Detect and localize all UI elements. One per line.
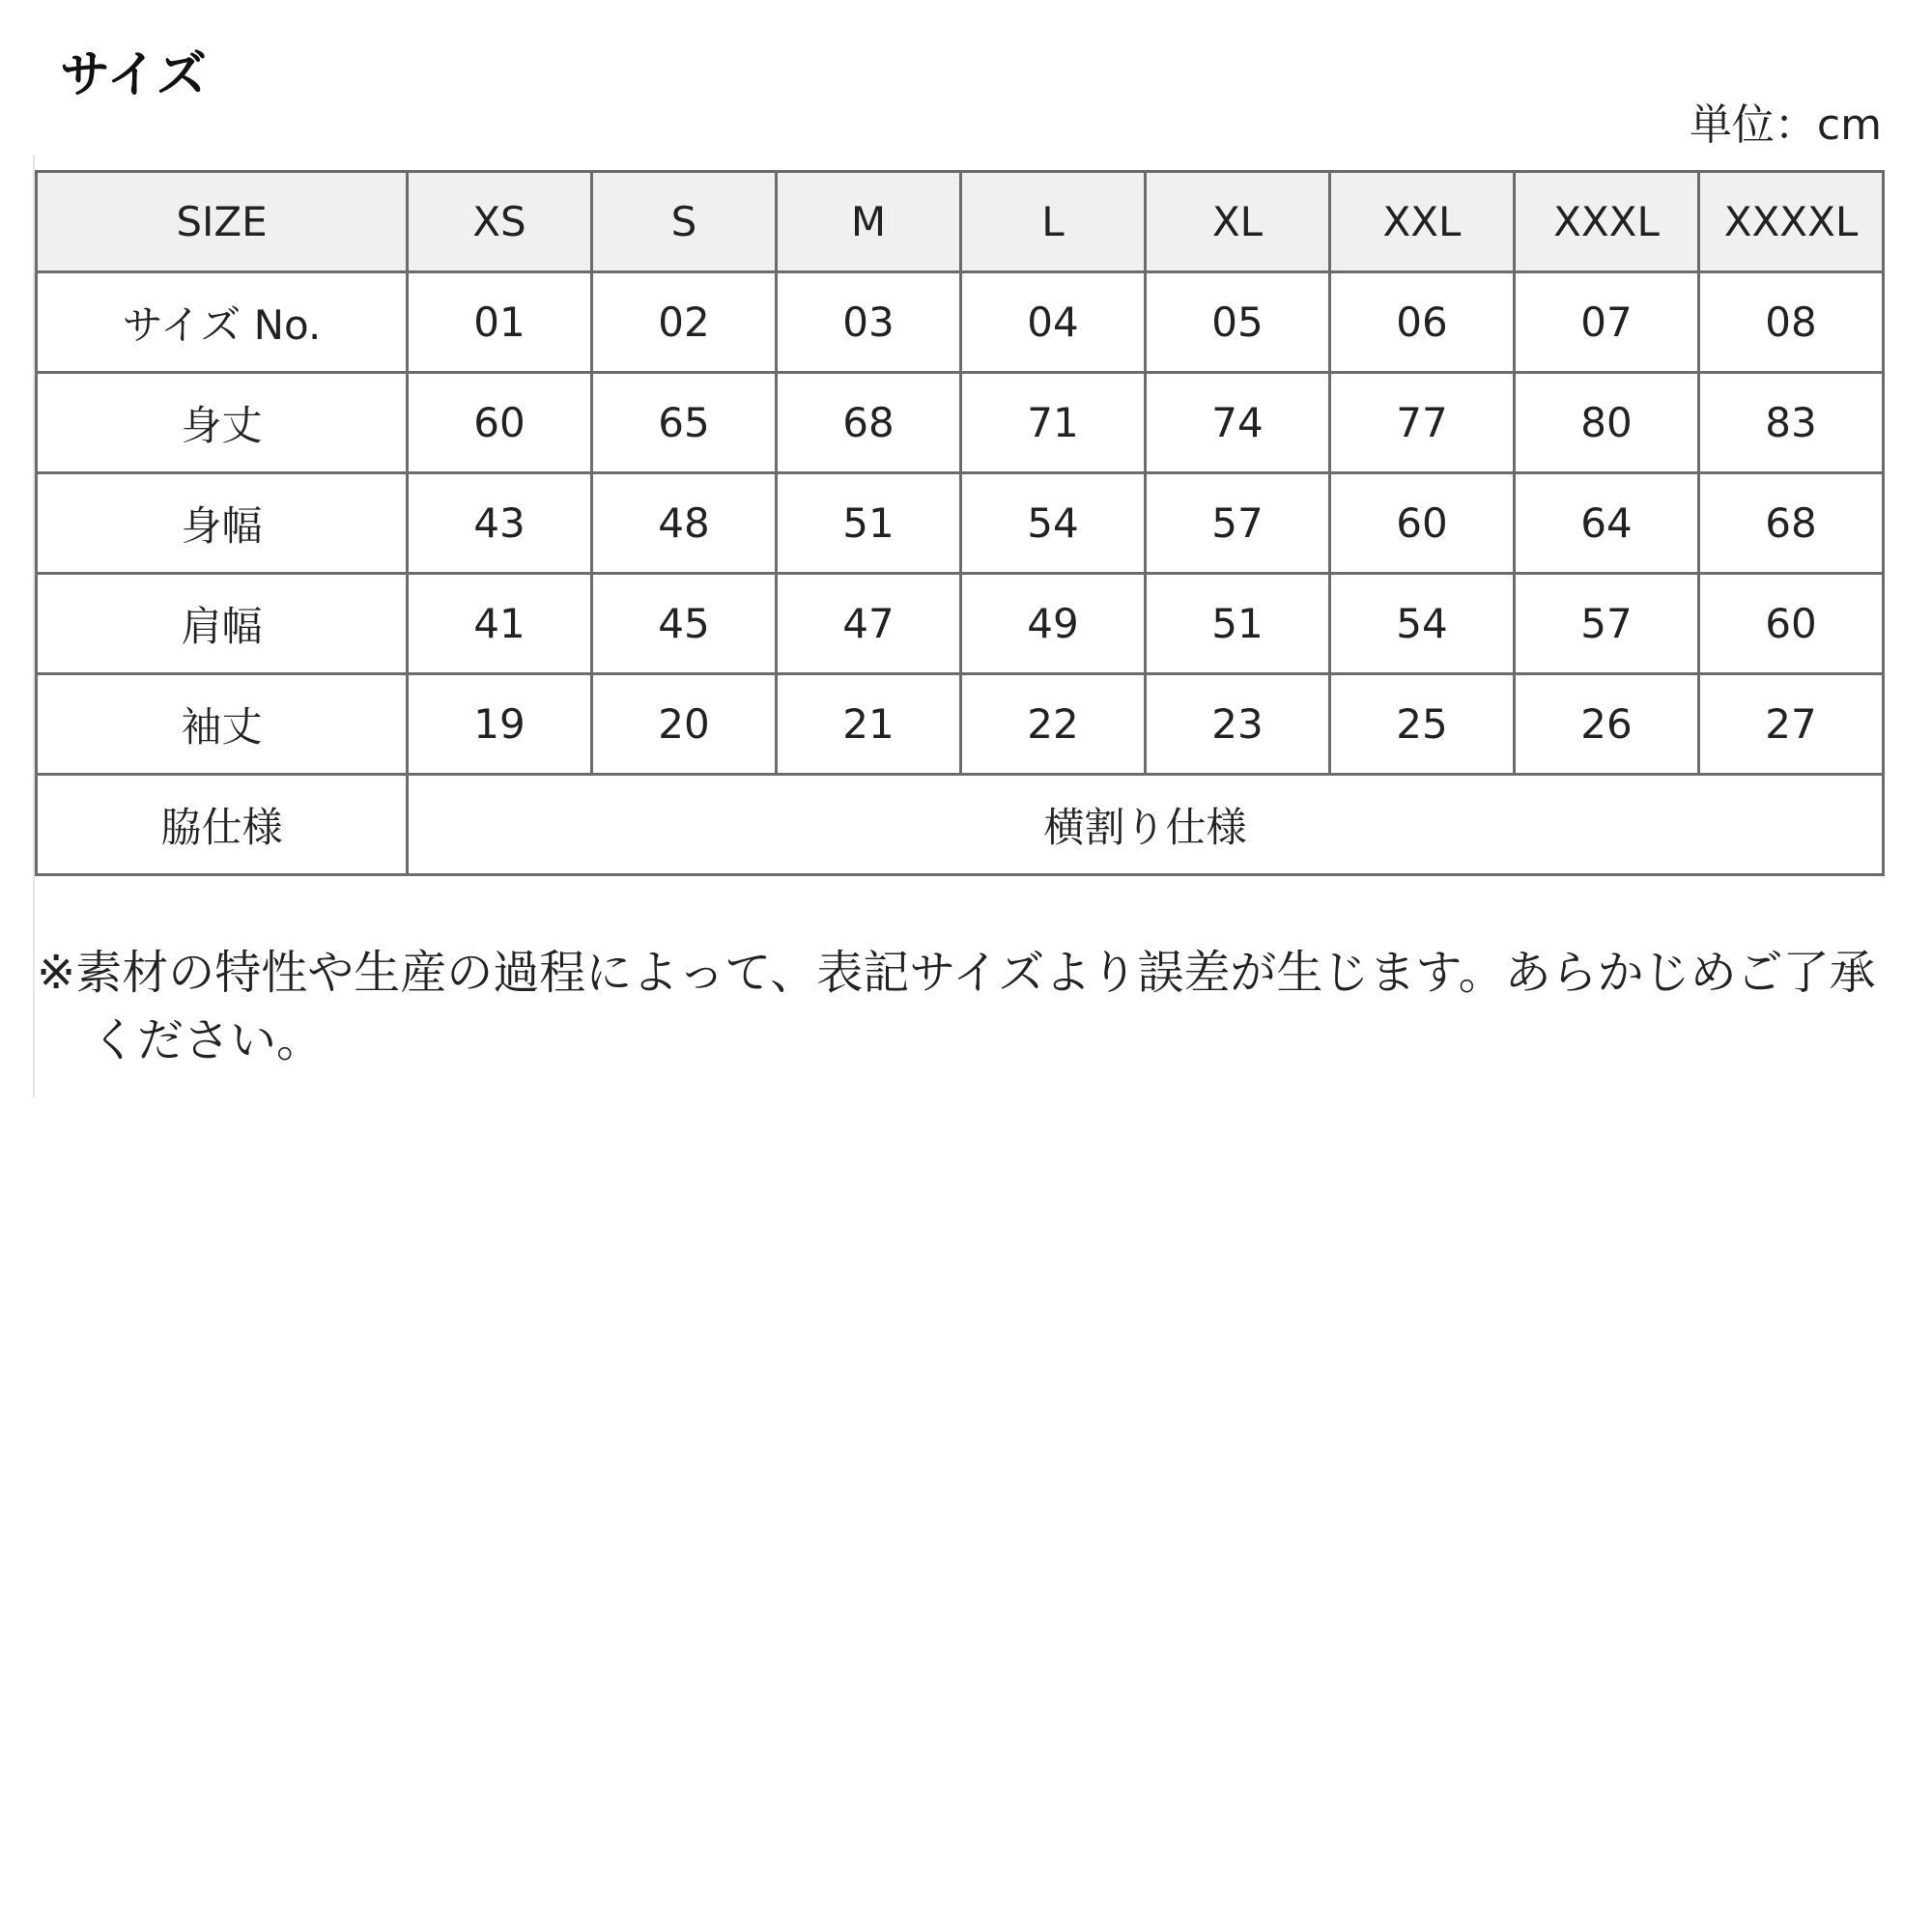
table-cell: 77 xyxy=(1330,373,1515,473)
row-label: サイズ No. xyxy=(37,272,408,373)
header-cell: XXXXL xyxy=(1699,172,1884,272)
table-row xyxy=(37,272,1884,373)
row-label: 肩幅 xyxy=(37,574,408,674)
table-cell: 41 xyxy=(408,574,592,674)
table-cell: 21 xyxy=(777,674,961,775)
table-cell: 68 xyxy=(1699,473,1884,574)
table-cell: 43 xyxy=(408,473,592,574)
table-cell: 80 xyxy=(1515,373,1699,473)
row-label: 脇仕様 xyxy=(37,775,408,875)
table-cell: 45 xyxy=(592,574,777,674)
header-cell: SIZE xyxy=(37,172,408,272)
merged-cell: 横割り仕様 xyxy=(408,775,1884,875)
header-cell: S xyxy=(592,172,777,272)
table-cell: 48 xyxy=(592,473,777,574)
page-title: サイズ xyxy=(60,46,207,104)
table-cell: 60 xyxy=(1330,473,1515,574)
header-cell: XXL xyxy=(1330,172,1515,272)
table-cell: 26 xyxy=(1515,674,1699,775)
table-row xyxy=(37,473,1884,574)
table-cell: 51 xyxy=(777,473,961,574)
table-cell: 83 xyxy=(1699,373,1884,473)
header-cell: L xyxy=(961,172,1146,272)
table-cell: 20 xyxy=(592,674,777,775)
table-row xyxy=(37,574,1884,674)
table-cell: 25 xyxy=(1330,674,1515,775)
table-cell: 01 xyxy=(408,272,592,373)
table-cell: 02 xyxy=(592,272,777,373)
table-cell: 54 xyxy=(1330,574,1515,674)
table-cell: 04 xyxy=(961,272,1146,373)
table-cell: 49 xyxy=(961,574,1146,674)
table-cell: 05 xyxy=(1146,272,1330,373)
row-label: 袖丈 xyxy=(37,674,408,775)
table-cell: 22 xyxy=(961,674,1146,775)
table-cell: 19 xyxy=(408,674,592,775)
table-cell: 07 xyxy=(1515,272,1699,373)
header-cell: XL xyxy=(1146,172,1330,272)
table-cell: 23 xyxy=(1146,674,1330,775)
table-row xyxy=(37,674,1884,775)
table-cell: 60 xyxy=(1699,574,1884,674)
row-label: 身幅 xyxy=(37,473,408,574)
row-label: 身丈 xyxy=(37,373,408,473)
table-cell: 65 xyxy=(592,373,777,473)
table-cell: 64 xyxy=(1515,473,1699,574)
table-row-side-spec xyxy=(37,775,1884,875)
header-cell: XXXL xyxy=(1515,172,1699,272)
table-row xyxy=(37,373,1884,473)
header-cell: M xyxy=(777,172,961,272)
table-cell: 47 xyxy=(777,574,961,674)
table-cell: 51 xyxy=(1146,574,1330,674)
table-cell: 03 xyxy=(777,272,961,373)
table-cell: 57 xyxy=(1515,574,1699,674)
table-cell: 54 xyxy=(961,473,1146,574)
table-cell: 57 xyxy=(1146,473,1330,574)
header-cell: XS xyxy=(408,172,592,272)
disclaimer-note: ※素材の特性や生産の過程によって、表記サイズより誤差が生じます。あらかじめご了承ください。 xyxy=(37,946,1876,1067)
table-cell: 60 xyxy=(408,373,592,473)
table-cell: 68 xyxy=(777,373,961,473)
table-cell: 71 xyxy=(961,373,1146,473)
table-cell: 27 xyxy=(1699,674,1884,775)
unit-label: 単位：cm xyxy=(1689,100,1882,150)
table-cell: 74 xyxy=(1146,373,1330,473)
table-cell: 08 xyxy=(1699,272,1884,373)
size-table xyxy=(35,170,1885,876)
table-cell: 06 xyxy=(1330,272,1515,373)
table-header-row xyxy=(37,172,1884,272)
